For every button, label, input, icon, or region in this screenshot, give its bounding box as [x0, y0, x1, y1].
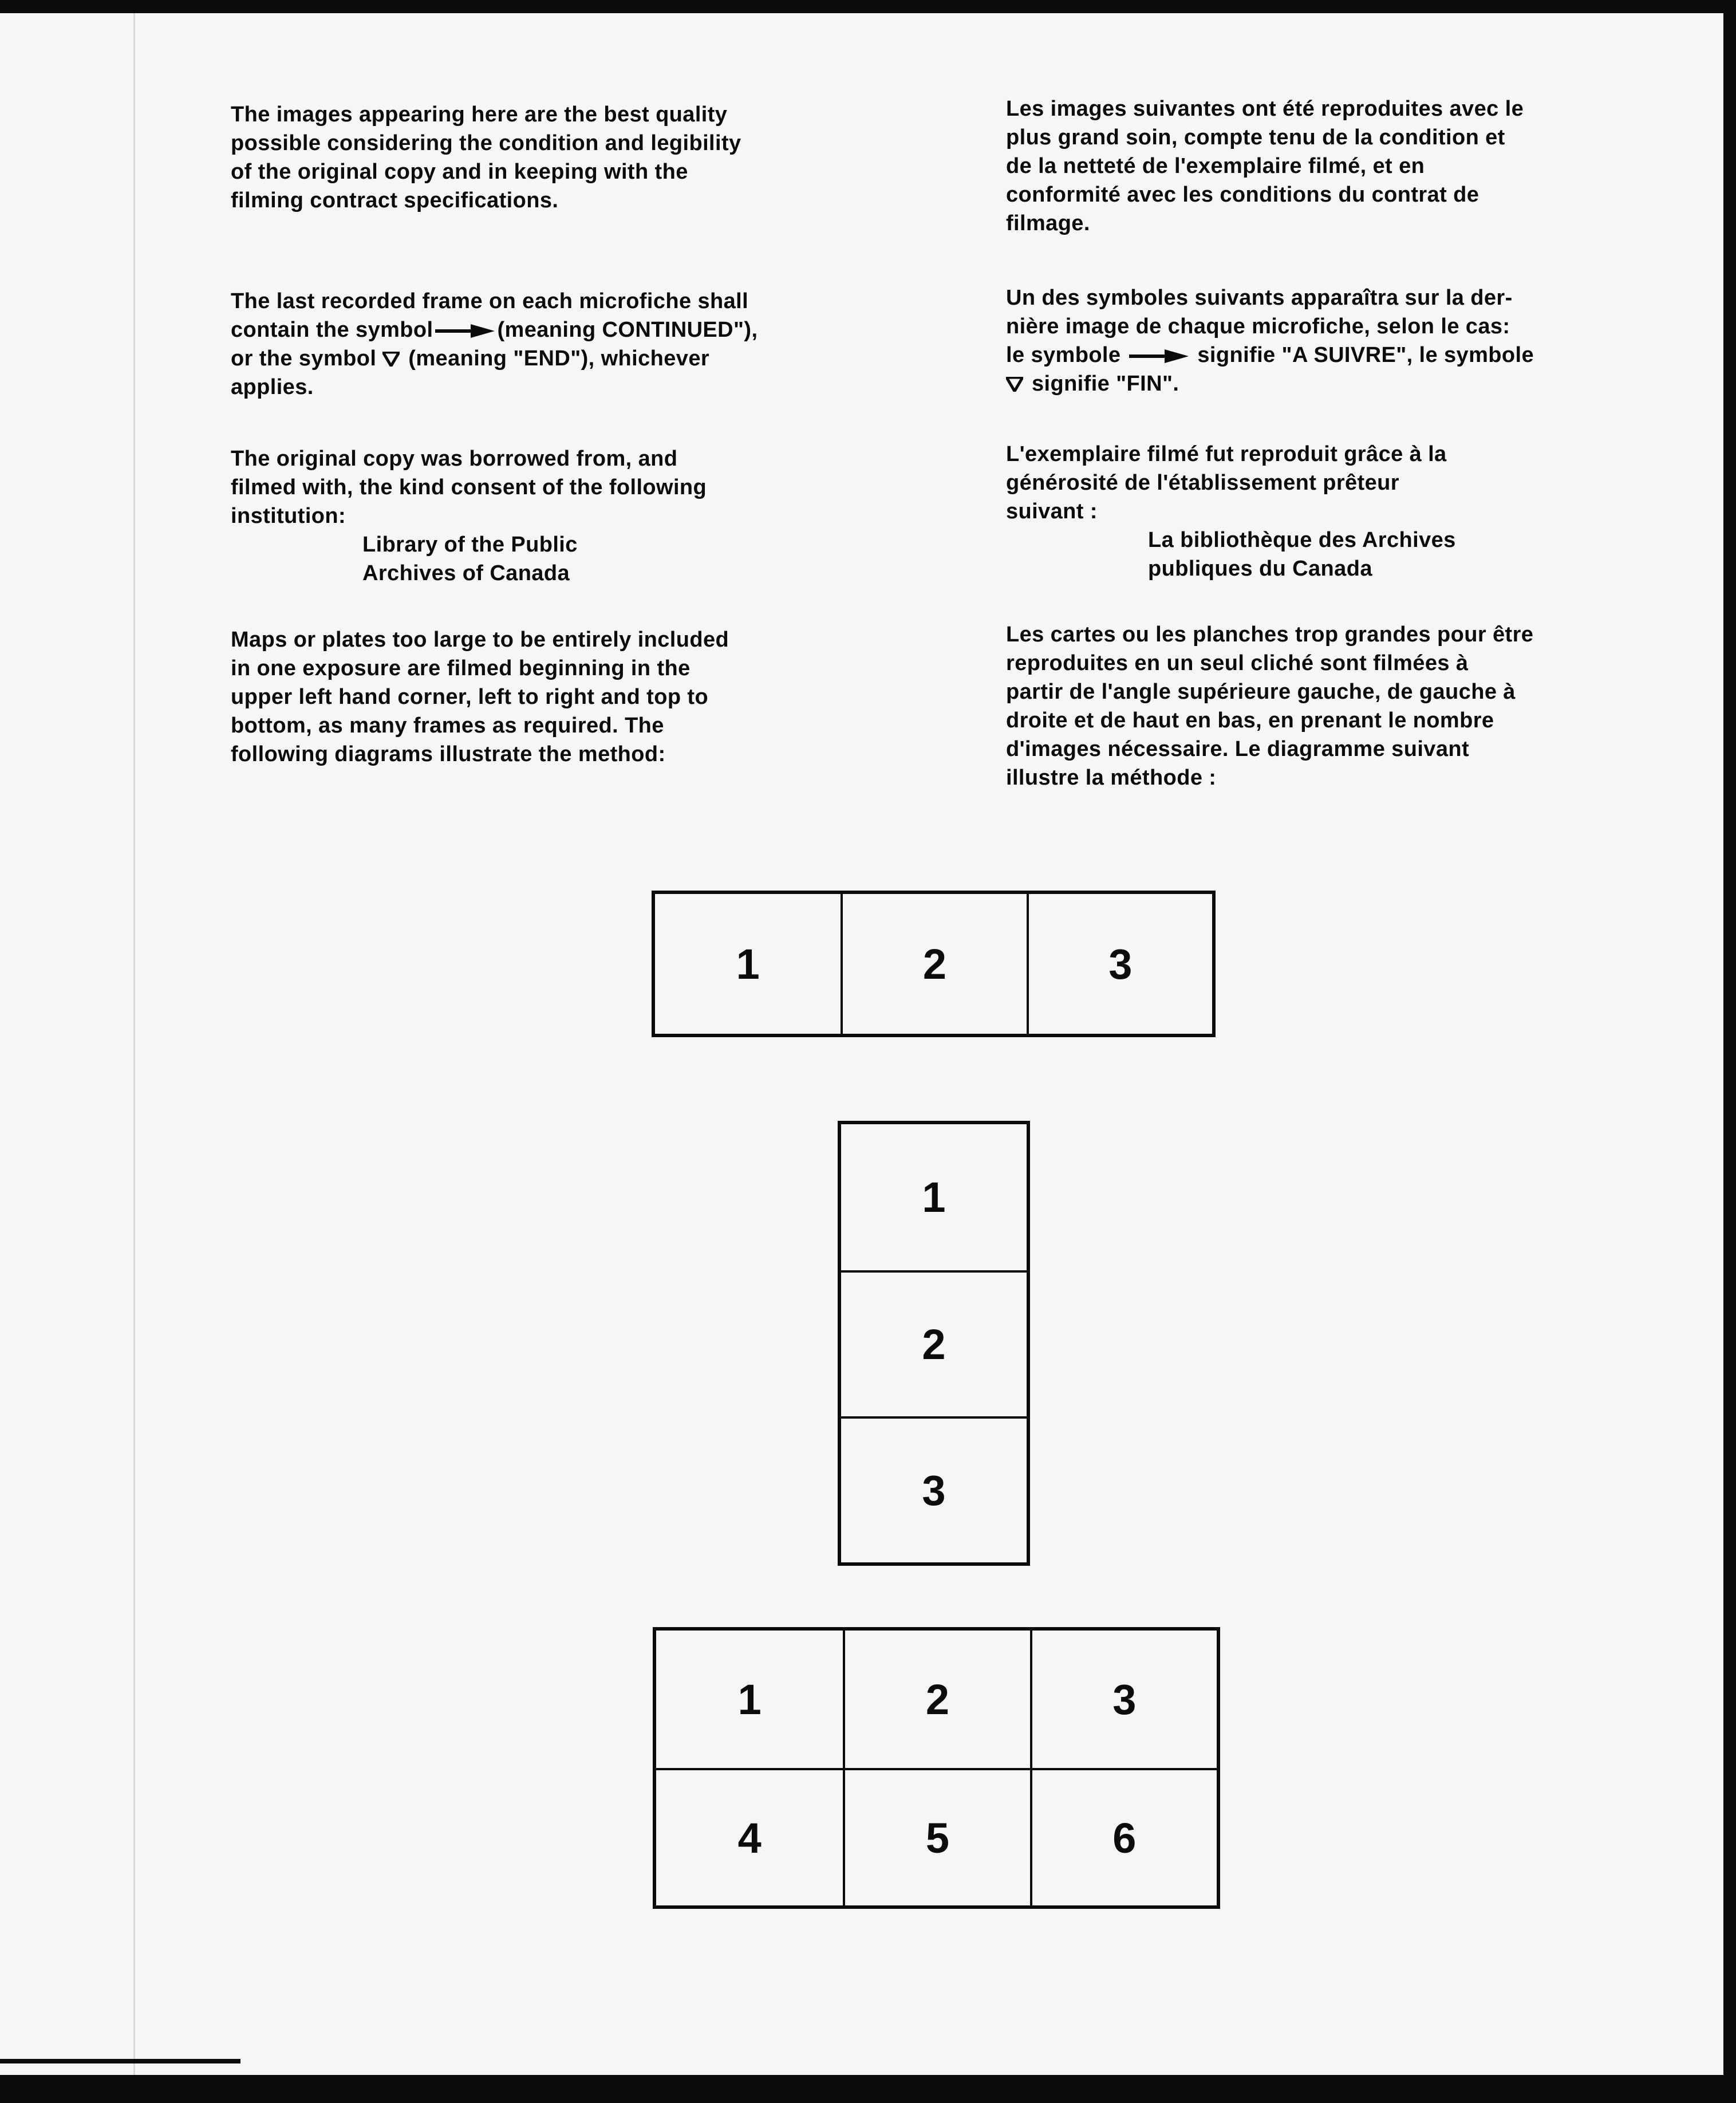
frame-cell: 4	[656, 1768, 843, 1905]
text-line: plus grand soin, compte tenu de la condition et	[1006, 125, 1505, 149]
english-method-paragraph	[231, 625, 849, 769]
text-line: suivant :	[1006, 499, 1098, 523]
text-line: bottom, as many frames as required. The	[231, 714, 664, 738]
text-line: The images appearing here are the best quality	[231, 103, 728, 127]
frame-cell: 1	[737, 1675, 762, 1723]
text-line: applies.	[231, 375, 314, 399]
frame-cell: 3	[1030, 1631, 1217, 1768]
french-institution-paragraph	[1006, 440, 1664, 583]
frame-cell: 2	[843, 1631, 1029, 1768]
english-institution-paragraph	[231, 444, 849, 588]
french-method-paragraph	[1006, 620, 1664, 792]
institution-name-line: publiques du Canada	[1148, 557, 1372, 581]
text-line: filmed with, the kind consent of the following	[231, 475, 707, 499]
frame-cell: 6	[1030, 1768, 1217, 1905]
text-line: partir de l'angle supérieure gauche, de gauche à	[1006, 680, 1516, 704]
text-line: Les cartes ou les planches trop grandes pour être	[1006, 623, 1534, 647]
text-line: reproduites en un seul cliché sont filmées à	[1006, 651, 1469, 675]
text-line: following diagrams illustrate the method:	[231, 742, 666, 766]
frame-cell: 2	[841, 894, 1026, 1034]
text-fragment: (meaning "END"), whichever	[408, 346, 710, 371]
text-line: Un des symboles suivants apparaîtra sur la der-	[1006, 286, 1513, 310]
arrow-right-icon	[435, 324, 495, 338]
text-line	[1006, 369, 1664, 398]
text-line: de la netteté de l'exemplaire filmé, et en	[1006, 154, 1425, 178]
frame-cell: 3	[1027, 894, 1212, 1034]
frame-cell: 5	[843, 1768, 1029, 1905]
arrow-right-icon	[1129, 349, 1189, 363]
english-symbols-paragraph	[231, 287, 849, 401]
text-line	[231, 344, 849, 373]
french-symbols-paragraph	[1006, 283, 1664, 398]
institution-name-line: Library of the Public	[362, 533, 578, 557]
text-fragment: signifie "FIN".	[1031, 372, 1179, 396]
text-fragment: (meaning CONTINUED"),	[497, 318, 758, 342]
text-line: d'images nécessaire. Le diagramme suivant	[1006, 737, 1470, 761]
text-fragment: le symbole	[1006, 343, 1121, 367]
text-line: filmage.	[1006, 211, 1090, 235]
text-line: droite et de haut en bas, en prenant le nombre	[1006, 708, 1494, 732]
frame-cell: 1	[736, 940, 760, 988]
text-line: possible considering the condition and legibility	[231, 131, 741, 155]
frame-cell: 3	[841, 1416, 1027, 1562]
text-line: nière image de chaque microfiche, selon le cas:	[1006, 314, 1510, 338]
triangle-down-icon	[1006, 377, 1023, 392]
film-edge-mark	[0, 2059, 240, 2063]
institution-name-line: Archives of Canada	[362, 561, 570, 585]
text-line: The original copy was borrowed from, and	[231, 447, 678, 471]
english-quality-paragraph	[231, 100, 849, 215]
grid-frames-diagram	[653, 1627, 1220, 1909]
document-page	[0, 13, 1723, 2075]
text-line: générosité de l'établissement prêteur	[1006, 471, 1399, 495]
horizontal-frames-diagram	[652, 891, 1216, 1037]
text-line: in one exposure are filmed beginning in the	[231, 656, 691, 680]
text-line: conformité avec les conditions du contrat de	[1006, 183, 1479, 207]
text-line: filming contract specifications.	[231, 188, 559, 212]
frame-cell: 1	[922, 1173, 946, 1221]
text-line: upper left hand corner, left to right and top to	[231, 685, 709, 709]
text-line: L'exemplaire filmé fut reproduit grâce à la	[1006, 442, 1447, 466]
text-fragment: or the symbol	[231, 346, 377, 371]
text-fragment: signifie "A SUIVRE", le symbole	[1197, 343, 1534, 367]
text-line	[1006, 341, 1664, 369]
frame-cell: 2	[841, 1270, 1027, 1416]
institution-name-line: La bibliothèque des Archives	[1148, 528, 1456, 552]
text-line: The last recorded frame on each microfiche shall	[231, 289, 749, 313]
text-fragment: contain the symbol	[231, 318, 433, 342]
text-line: Les images suivantes ont été reproduites avec le	[1006, 97, 1524, 121]
text-line	[231, 316, 849, 344]
text-line: institution:	[231, 504, 346, 528]
vertical-frames-diagram	[838, 1121, 1030, 1566]
text-line: illustre la méthode :	[1006, 766, 1217, 790]
page-fold-line	[133, 13, 135, 2075]
text-line: Maps or plates too large to be entirely included	[231, 628, 729, 652]
triangle-down-icon	[382, 352, 400, 367]
text-line: of the original copy and in keeping with the	[231, 160, 688, 184]
french-quality-paragraph	[1006, 94, 1664, 238]
